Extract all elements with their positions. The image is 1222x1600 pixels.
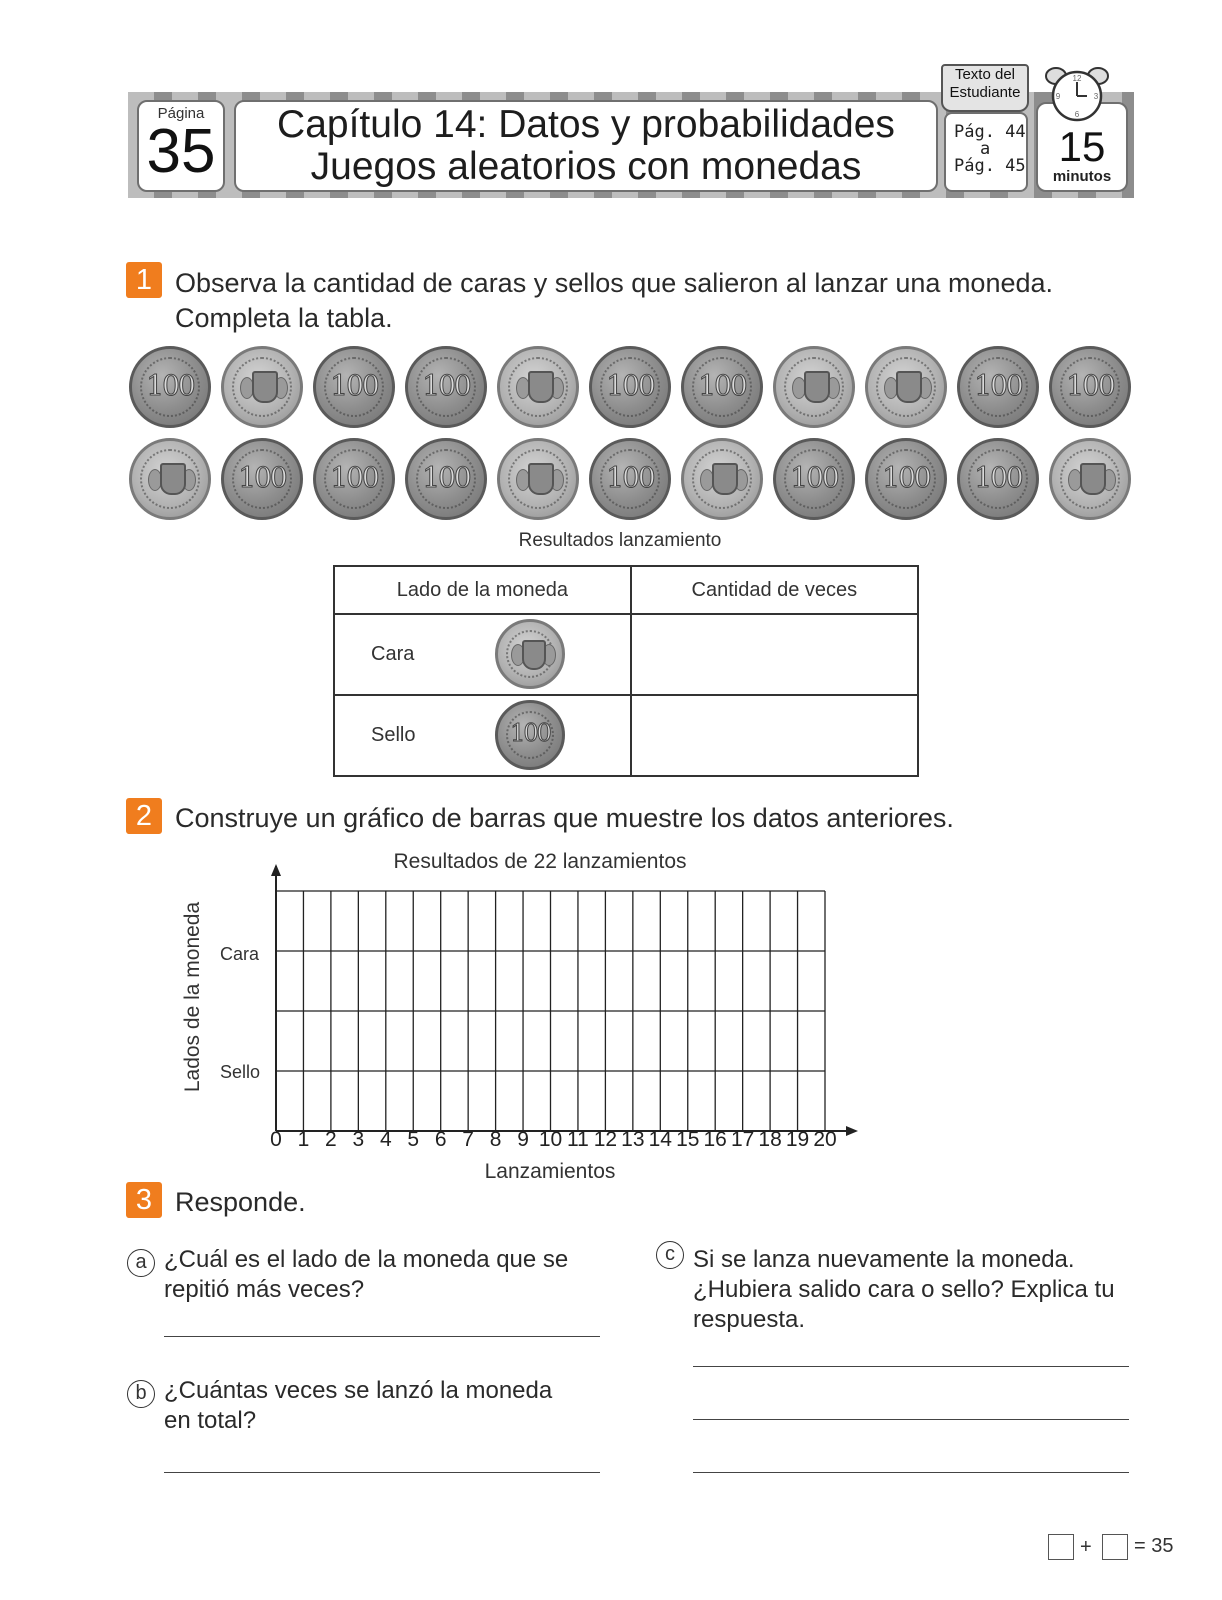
item-c-letter: c [656,1241,684,1269]
x-tick-label: 10 [538,1128,563,1151]
coin-value: 100 [510,719,550,747]
footer-box-2 [1102,1534,1128,1560]
x-tick-label: 3 [352,1128,365,1151]
item-b-question [164,1376,600,1436]
clock-9: 9 [1055,92,1061,101]
row-sello-label: Sello [371,724,416,746]
coin-value: 100 [974,461,1022,494]
col-header-side: Lado de la moneda [334,566,631,614]
clock-12: 12 [1072,74,1082,83]
coin-value: 100 [422,369,470,402]
x-tick-label: 13 [621,1128,645,1151]
col-header-count: Cantidad de veces [631,566,918,614]
table-caption: Resultados lanzamiento [518,530,722,551]
x-tick-label: 19 [785,1128,810,1151]
chart-y-label: Lados de la moneda [181,901,204,1093]
y-tick-sello: Sello [220,1062,261,1082]
item-c-line2: ¿Hubiera salido cara o sello? Explica tu [693,1276,1115,1303]
ref-from: Pág. 44 [954,122,1026,142]
footer-box-1 [1048,1534,1074,1560]
x-tick-label: 6 [434,1128,447,1151]
y-tick-cara: Cara [220,944,260,964]
coin-value: 100 [146,369,194,402]
x-tick-label: 0 [270,1128,282,1151]
coin-value: 100 [974,369,1022,402]
answer-c-line-2[interactable] [693,1419,1129,1420]
x-tick-label: 2 [325,1128,337,1151]
item-b-line2: en total? [164,1407,257,1434]
item-b-line1: ¿Cuántas veces se lanzó la moneda [164,1377,553,1404]
timer-value: 15 [1058,123,1106,170]
answer-c-line-1[interactable] [693,1366,1129,1367]
x-tick-label: 8 [489,1128,502,1151]
x-tick-label: 17 [730,1128,755,1151]
item-a-question [164,1245,600,1305]
question-2-marker: 2 [126,798,162,834]
x-tick-label: 14 [648,1128,672,1151]
ref-flag-line1: Texto del [954,66,1016,83]
ref-to: Pág. 45 [954,156,1026,176]
ref-flag-line2: Estudiante [949,84,1021,101]
row-cara-label: Cara [371,643,415,665]
coin-value: 100 [606,461,654,494]
y-axis-arrow-icon [271,864,281,876]
coin-value: 100 [606,369,654,402]
lesson-title: Juegos aleatorios con monedas [310,145,862,188]
item-c-question [693,1245,1129,1335]
coin-value: 100 [1066,369,1114,402]
chapter-title: Capítulo 14: Datos y probabilidades [277,103,895,146]
ref-a: a [980,139,991,159]
chart-title: Resultados de 22 lanzamientos [393,850,687,873]
question-3-marker: 3 [126,1182,162,1218]
item-c-line1: Si se lanza nuevamente la moneda. [693,1246,1075,1273]
coin-value: 100 [238,461,286,494]
footer-plus: + [1080,1536,1092,1558]
clock-6: 6 [1074,110,1080,119]
x-tick-label: 7 [462,1128,474,1151]
answer-a-line[interactable] [164,1336,600,1337]
x-tick-label: 5 [407,1128,420,1151]
x-tick-label: 9 [517,1128,529,1151]
x-tick-label: 18 [758,1128,782,1151]
answer-c-line-3[interactable] [693,1472,1129,1473]
item-c-line3: respuesta. [693,1306,806,1333]
question-3-text: Responde. [175,1187,306,1217]
answer-b-line[interactable] [164,1472,600,1473]
coin-value: 100 [790,461,838,494]
x-tick-label: 11 [567,1128,589,1151]
x-tick-label: 4 [379,1128,392,1151]
footer-equals: = 35 [1134,1535,1174,1557]
item-a-line2: repitió más veces? [164,1276,365,1303]
item-a-line1: ¿Cuál es el lado de la moneda que se [164,1246,569,1273]
page-number: 35 [146,117,216,186]
coin-value: 100 [882,461,930,494]
question-2-text: Construye un gráfico de barras que muestre los datos anteriores. [175,803,954,833]
x-tick-label: 15 [676,1128,700,1151]
item-a-letter: a [127,1249,155,1277]
x-tick-label: 16 [703,1128,727,1151]
coin-value: 100 [698,369,746,402]
coin-value: 100 [330,461,378,494]
x-axis-arrow-icon [846,1126,858,1136]
x-tick-label: 1 [297,1128,310,1151]
chart-x-label: Lanzamientos [484,1160,616,1183]
x-tick-label: 12 [593,1128,618,1151]
timer-unit: minutos [1052,168,1112,185]
x-tick-label: 20 [813,1128,837,1151]
coin-value: 100 [422,461,470,494]
question-1-marker: 1 [126,262,162,298]
clock-3: 3 [1093,92,1099,101]
question-1-line1: Observa la cantidad de caras y sellos que salieron al lanzar una moneda. [175,268,1054,298]
question-1-line2: Completa la tabla. [175,303,393,333]
page-label: Página [157,105,205,122]
coin-value: 100 [330,369,378,402]
item-b-letter: b [127,1380,155,1408]
